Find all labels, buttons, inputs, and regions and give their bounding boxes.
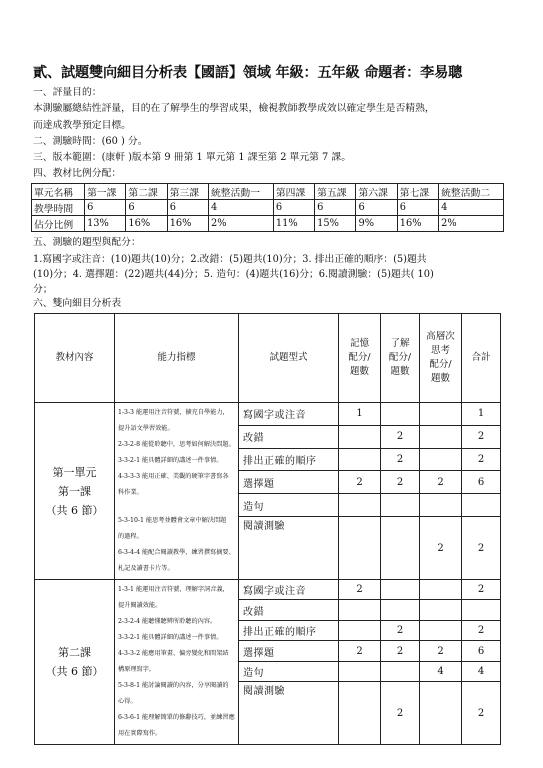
total-score-cell: 2 xyxy=(462,448,501,471)
section-2-heading: 二、測驗時間：(60 ) 分。 xyxy=(33,136,148,147)
memory-score-cell xyxy=(339,494,381,517)
unit-name-line: 第一單元 xyxy=(52,465,97,479)
memory-score-cell xyxy=(339,620,381,640)
matrix-row xyxy=(35,403,501,426)
understand-score-cell xyxy=(381,517,420,580)
ability-indicator-line: 心得。 xyxy=(118,698,137,705)
matrix-row xyxy=(35,580,501,600)
distribution-cell: 6 xyxy=(356,200,397,216)
understand-score-cell: 2 xyxy=(381,471,420,494)
question-type-cell: 選擇題 xyxy=(239,471,339,494)
question-type-cell: 寫國字或注音 xyxy=(239,580,339,600)
distribution-header-cell: 單元名稱 xyxy=(32,184,85,200)
distribution-cell: 教學時間 xyxy=(32,200,85,216)
distribution-header-cell: 第一課 xyxy=(85,184,126,200)
distribution-cell: 6 xyxy=(167,200,208,216)
higher-score-cell xyxy=(420,425,462,448)
distribution-header-cell: 統整活動一 xyxy=(209,184,274,200)
higher-score-cell: 2 xyxy=(420,517,462,580)
question-type-cell: 閱讀測驗 xyxy=(239,517,339,580)
distribution-cell: 2% xyxy=(209,216,274,232)
higher-score-cell: 2 xyxy=(420,471,462,494)
total-score-cell: 2 xyxy=(462,425,501,448)
distribution-cell: 2% xyxy=(439,216,504,232)
section-5-text-line: (10)分；4. 選擇題：(22)題共(44)分；5. 造句：(4)題共(16)分；6.閱讀測驗：(5)題共( 10) xyxy=(33,269,434,280)
memory-score-cell: 2 xyxy=(339,641,381,661)
question-type-cell: 改錯 xyxy=(239,600,339,620)
distribution-cell: 15% xyxy=(315,216,356,232)
ability-indicator-line: 2-3-2-4 能聽懂聽辨所聆聽的內容。 xyxy=(118,618,217,625)
ability-indicator-line: 構原理寫字。 xyxy=(118,666,156,673)
distribution-cell: 13% xyxy=(85,216,126,232)
unit-name-line: （共 6 節） xyxy=(45,665,104,678)
total-score-cell: 6 xyxy=(462,471,501,494)
ability-indicator-line: 提升閱讀效能。 xyxy=(118,602,162,609)
total-score-cell: 6 xyxy=(462,641,501,661)
ability-indicator-line: 3-3-2-1 能具體詳細的講述一件事情。 xyxy=(118,634,223,641)
total-score-cell: 1 xyxy=(462,403,501,426)
higher-score-cell: 4 xyxy=(420,661,462,681)
distribution-cell: 16% xyxy=(397,216,438,232)
ability-indicators-cell xyxy=(115,580,239,745)
question-type-cell: 寫國字或注音 xyxy=(239,403,339,426)
total-score-cell xyxy=(462,600,501,620)
total-score-cell: 2 xyxy=(462,517,501,580)
higher-score-cell xyxy=(420,448,462,471)
total-score-cell: 2 xyxy=(462,682,501,745)
total-score-cell xyxy=(462,494,501,517)
higher-score-cell xyxy=(420,682,462,745)
unit-name-line: 第一課 xyxy=(58,484,91,498)
memory-score-cell xyxy=(339,682,381,745)
distribution-cell: 6 xyxy=(315,200,356,216)
two-way-specification-table xyxy=(34,313,501,745)
ability-indicator-line: 6-3-4-4 能配合閱讀教學，練習撰寫摘要、 xyxy=(118,549,235,556)
unit-name-line: 第二課 xyxy=(58,646,91,659)
total-score-cell: 2 xyxy=(462,580,501,600)
header-memory: 記憶 配分/ 題數 xyxy=(339,314,381,403)
section-4-heading: 四、教材比例分配： xyxy=(33,168,122,179)
ability-indicator-line: 2-3-2-8 能從聆聽中，思考如何解決問題。 xyxy=(118,441,235,448)
distribution-row xyxy=(32,216,504,232)
header-question-type: 試題型式 xyxy=(239,314,339,403)
distribution-cell: 4 xyxy=(439,200,504,216)
understand-score-cell: 2 xyxy=(381,682,420,745)
page-title: 貳、試題雙向細目分析表【國語】領域 年級：五年級 命題者：李易聰 xyxy=(33,65,463,81)
section-1-text-line: 而達成教學預定目標。 xyxy=(33,120,131,131)
distribution-header-cell: 第五課 xyxy=(315,184,356,200)
ability-indicator-line: 5-3-10-1 能思考並體會文章中解決問題 xyxy=(118,517,227,524)
higher-score-cell xyxy=(420,620,462,640)
distribution-cell: 16% xyxy=(126,216,167,232)
ability-indicators-cell xyxy=(115,403,239,580)
understand-score-cell: 2 xyxy=(381,620,420,640)
memory-score-cell xyxy=(339,425,381,448)
understand-score-cell: 2 xyxy=(381,448,420,471)
section-5-heading: 五、測驗的題型與配分： xyxy=(33,237,141,248)
unit-name-cell xyxy=(35,403,115,580)
memory-score-cell: 1 xyxy=(339,403,381,426)
distribution-cell: 6 xyxy=(85,200,126,216)
ability-indicator-line: 1-3-1 能運用注音符號，理解字詞音義， xyxy=(118,586,229,593)
question-type-cell: 造句 xyxy=(239,494,339,517)
question-type-cell: 排出正確的順序 xyxy=(239,448,339,471)
memory-score-cell xyxy=(339,448,381,471)
distribution-row xyxy=(32,200,504,216)
distribution-cell: 6 xyxy=(397,200,438,216)
ability-indicator-line: 4-3-3-2 能應用筆畫、偏旁變化和間架結 xyxy=(118,650,229,657)
section-5-text-line: 1.寫國字或注音：(10)題共(10)分；2.改錯：(5)題共(10)分；3. 排出正確的順序：(5)題共 xyxy=(33,254,427,265)
understand-score-cell xyxy=(381,580,420,600)
ability-indicator-line: 1-3-3 能運用注音符號，擴充自學能力， xyxy=(118,409,229,416)
understand-score-cell xyxy=(381,494,420,517)
section-1-text-line: 本測驗屬總結性評量，目的在了解學生的學習成果，檢視教師教學成效以確定學生是否精熟， xyxy=(33,103,435,114)
distribution-header-cell: 統整活動二 xyxy=(439,184,504,200)
header-total: 合計 xyxy=(462,314,501,403)
higher-score-cell xyxy=(420,580,462,600)
section-1-heading: 一、評量目的： xyxy=(33,87,102,98)
distribution-header-cell: 第四課 xyxy=(273,184,314,200)
ability-indicator-line: 5-3-8-1 能討論閱讀的內容，分享閱讀的 xyxy=(118,682,229,689)
ability-indicator-line: 用在實際寫作。 xyxy=(118,730,162,737)
memory-score-cell: 2 xyxy=(339,580,381,600)
unit-name-line: （共 6 節） xyxy=(45,503,104,517)
distribution-cell: 9% xyxy=(356,216,397,232)
distribution-header-row xyxy=(32,184,504,200)
memory-score-cell xyxy=(339,661,381,681)
distribution-cell: 11% xyxy=(273,216,314,232)
section-5-text-line: 分； xyxy=(33,284,53,295)
ability-indicator-line: 3-3-2-1 能具體詳細的講述一件事情。 xyxy=(118,457,223,464)
section-3-heading: 三、版本範圍：(康軒 )版本第 9 冊第 1 單元第 1 課至第 2 單元第 7 課。 xyxy=(33,152,351,163)
distribution-cell: 佔分比例 xyxy=(32,216,85,232)
understand-score-cell: 2 xyxy=(381,641,420,661)
question-type-cell: 造句 xyxy=(239,661,339,681)
matrix-header-row xyxy=(35,314,501,403)
question-type-cell: 排出正確的順序 xyxy=(239,620,339,640)
distribution-header-cell: 第七課 xyxy=(397,184,438,200)
distribution-header-cell: 第三課 xyxy=(167,184,208,200)
ability-indicator-line: 的過程。 xyxy=(118,533,143,540)
distribution-cell: 16% xyxy=(167,216,208,232)
section-6-heading: 六、雙向細目分析表 xyxy=(33,298,122,309)
ability-indicator-line: 札記及讀書卡片等。 xyxy=(118,565,174,572)
ability-indicator-line: 6-3-6-1 能理解簡單的修辭技巧，並練習應 xyxy=(118,714,235,721)
ability-indicator-line xyxy=(118,501,235,513)
total-score-cell: 2 xyxy=(462,620,501,640)
distribution-cell: 6 xyxy=(126,200,167,216)
higher-score-cell: 2 xyxy=(420,641,462,661)
ability-indicator-line: 提升語文學習效能。 xyxy=(118,425,174,432)
higher-score-cell xyxy=(420,403,462,426)
distribution-cell: 6 xyxy=(273,200,314,216)
header-content: 教材內容 xyxy=(35,314,115,403)
memory-score-cell xyxy=(339,600,381,620)
understand-score-cell: 2 xyxy=(381,425,420,448)
header-ability: 能力指標 xyxy=(115,314,239,403)
memory-score-cell: 2 xyxy=(339,471,381,494)
higher-score-cell xyxy=(420,600,462,620)
distribution-table xyxy=(31,183,504,232)
question-type-cell: 選擇題 xyxy=(239,641,339,661)
question-type-cell: 閱讀測驗 xyxy=(239,682,339,745)
distribution-header-cell: 第六課 xyxy=(356,184,397,200)
distribution-cell: 4 xyxy=(209,200,274,216)
unit-name-cell xyxy=(35,580,115,745)
question-type-cell: 改錯 xyxy=(239,425,339,448)
ability-indicator-line: 科作業。 xyxy=(118,489,143,496)
header-higher-order: 高層次 思考 配分/ 題數 xyxy=(420,314,462,403)
higher-score-cell xyxy=(420,494,462,517)
understand-score-cell xyxy=(381,661,420,681)
understand-score-cell xyxy=(381,403,420,426)
memory-score-cell xyxy=(339,517,381,580)
ability-indicator-line: 4-3-3-3 能用正確、美觀的硬筆字書寫各 xyxy=(118,473,229,480)
header-understand: 了解 配分/ 題數 xyxy=(381,314,420,403)
distribution-header-cell: 第二課 xyxy=(126,184,167,200)
total-score-cell: 4 xyxy=(462,661,501,681)
understand-score-cell xyxy=(381,600,420,620)
